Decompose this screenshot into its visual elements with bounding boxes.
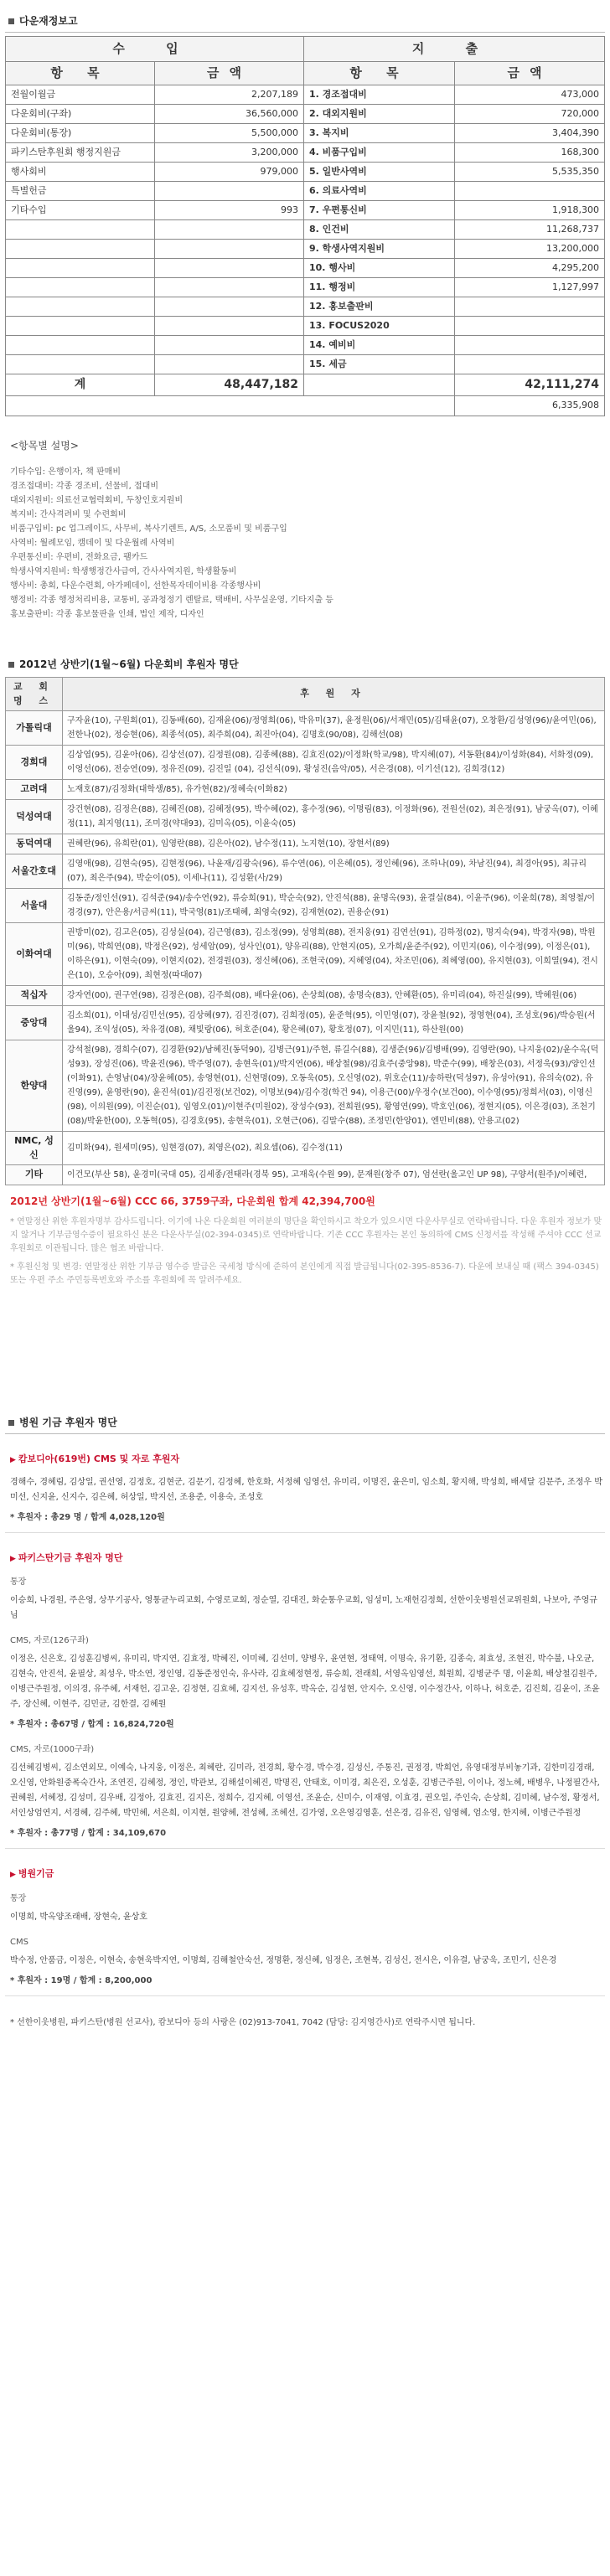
balance: 6,335,908 bbox=[455, 396, 605, 416]
donor-row bbox=[6, 854, 605, 889]
income-col-amount: 금액 bbox=[155, 62, 304, 85]
income-item: 전월이월금 bbox=[6, 85, 155, 105]
bullet-icon bbox=[8, 1420, 14, 1426]
explain-line: 경조접대비: 각종 경조비, 선물비, 접대비 bbox=[10, 482, 159, 491]
expense-item: 13. FOCUS2020 bbox=[304, 317, 455, 336]
finance-section-title: 다운재정보고 bbox=[5, 12, 605, 30]
income-amount bbox=[155, 297, 304, 317]
income-item bbox=[6, 336, 155, 355]
income-item bbox=[6, 297, 155, 317]
expense-item: 11. 행정비 bbox=[304, 278, 455, 297]
hospital-sum: * 후원자 : 19명 / 합계 : 8,200,000 bbox=[10, 1975, 152, 1985]
hospital-section-title: 병원 기금 후원자 명단 bbox=[5, 1413, 605, 1432]
finance-table bbox=[5, 36, 605, 416]
income-total: 48,447,182 bbox=[155, 374, 304, 396]
divider bbox=[5, 1433, 605, 1434]
pakistan-names-cms2: 김선혜김병씨, 김소연외모, 이예숙, 나지웅, 이정은, 최혜란, 김미라, 전경희, 황수경, 박수경, 김성신, 주통진, 권정경, 박희언, 유영대정부비놓기과, 김한미김경래, 오신영, 안화원중폭숙간사, 조연진, 김혜정, 정인, 박관보, 김해설이혜진, 박명진, 안태호, 이미경, 최은진, 오성훈, 김병근주원, 이이나, 정노혜, 배병우, 나정필간사, 권혜원, 서혜정, 김성미, 김우배, 김정아, 김효진, 김지은, 정희수, 김지혜, 이영선, 조윤순, 신미수, 이재영, 이효경, 권오일, 주인숙, 손상희, 김미혜, 남수정, 황정서, 서인상엄연지, 서경혜, 김주혜, 박민혜, 서은희, 이지현, 원양혜, 전성혜, 조혜선, 김가영, 오은영김영훈, 선은경, 김유진, 임영혜, 엄소영, 한지혜, 이병근주원정 bbox=[10, 1763, 600, 1818]
finance-row bbox=[6, 143, 605, 163]
hospital-fund-title: ▶ 병원기금 bbox=[10, 1868, 54, 1879]
income-item: 파키스탄후원회 행정지원금 bbox=[6, 143, 155, 163]
expense-item: 3. 복지비 bbox=[304, 124, 455, 143]
income-amount: 3,200,000 bbox=[155, 143, 304, 163]
divider bbox=[5, 1532, 605, 1533]
pakistan-names-cms1: 이정은, 신은호, 김성훈김병씨, 유미리, 박지연, 김효정, 박혜진, 이미혜, 김선미, 양병우, 윤연현, 정태역, 이명숙, 유기환, 김종숙, 최효성, 조현진, 박수불, 나오균, 김현숙, 안진석, 윤필상, 최성우, 박소연, 정인영, 김동준정인숙, 유사라, 김효혜정현정, 류승희, 전래희, 서영옥임영선, 희원희, 김병균주 명, 이윤희, 배상철김원주, 이병근주원정, 이의경, 유주혜, 서재헌, 김고운, 김정현, 김효혜, 김지선, 유성후, 박옥순, 김성현, 안지수, 오신영, 이수정간사, 이하나, 허호준, 김진희, 김윤이, 조윤주, 장신혜, 이현주, 김민균, 김한결, 김혜원 bbox=[10, 1655, 600, 1709]
expense-amount bbox=[455, 317, 605, 336]
bullet-icon bbox=[8, 662, 14, 668]
income-amount bbox=[155, 278, 304, 297]
cambodia-sum: * 후원자 : 총29 명 / 합계 4,028,120원 bbox=[10, 1512, 165, 1522]
income-amount bbox=[155, 355, 304, 374]
total-label: 계 bbox=[6, 374, 155, 396]
donor-names: 구자윤(10), 구원회(01), 김동배(60), 김재윤(06)/정영희(06), 박유미(37), 윤정원(06)/서재민(05)/김태윤(07), 오창환/김성영(96)/윤여민(06), 전한나(02), 정승현(06), 최종석(05), 최주희(04), 최진아(04), 김명호(90/08), 김해선(08) bbox=[63, 711, 605, 746]
donor-row bbox=[6, 711, 605, 746]
expense-item: 8. 인건비 bbox=[304, 220, 455, 240]
explain-line: 행정비: 각종 행정처리비용, 교통비, 공과청정기 렌탈료, 택배비, 사무실운영, 기타지출 등 bbox=[10, 596, 333, 605]
finance-row bbox=[6, 105, 605, 124]
church-name: 동덕여대 bbox=[6, 834, 63, 854]
explain-title: <항목별 설명> bbox=[10, 440, 79, 452]
explain-line: 비품구입비: pc 업그레이드, 사무비, 복사기렌트, A/S, 소모품비 및 비품구입 bbox=[10, 524, 287, 534]
hospital-names-cms: 박수정, 안품금, 이정은, 이현숙, 송현욱박지연, 이명희, 김해철안숙선, 정명환, 정신혜, 임정은, 조현복, 김성신, 전시은, 이유결, 남궁욱, 조민기, 신은경 bbox=[10, 1955, 557, 1965]
divider bbox=[5, 32, 605, 33]
expense-amount: 720,000 bbox=[455, 105, 605, 124]
explain-line: 학생사역지원비: 학생행정간사급여, 간사사역지원, 학생활동비 bbox=[10, 567, 237, 576]
expense-amount: 3,404,390 bbox=[455, 124, 605, 143]
donor-row bbox=[6, 1040, 605, 1132]
church-name: NMC, 성신 bbox=[6, 1132, 63, 1165]
expense-amount: 4,295,200 bbox=[455, 259, 605, 278]
donor-row bbox=[6, 1006, 605, 1040]
expense-amount bbox=[455, 182, 605, 201]
explain-line: 대외지원비: 의료선교협력회비, 두창인호지원비 bbox=[10, 496, 184, 505]
pakistan-label-bank: 통장 bbox=[10, 1577, 27, 1587]
expense-header: 지 출 bbox=[304, 37, 605, 62]
donor-names: 강자연(00), 권구연(98), 김정은(08), 김주희(08), 배다윤(06), 손상희(08), 송명숙(83), 안혜환(05), 유미리(04), 하진실(99), 박혜원(06) bbox=[63, 986, 605, 1006]
finance-row bbox=[6, 336, 605, 355]
income-amount: 993 bbox=[155, 201, 304, 220]
donor-row bbox=[6, 800, 605, 834]
cambodia-block bbox=[10, 1475, 605, 1525]
donor-table bbox=[5, 677, 605, 1185]
pakistan-title: ▶ 파키스탄기금 후원자 명단 bbox=[10, 1551, 123, 1563]
hospital-fund-block bbox=[10, 1892, 605, 1989]
pakistan-names-bank: 이승희, 나경원, 주은영, 상무기공사, 영통균누리교회, 수영로교회, 정순열, 김대진, 화순통우교회, 임성미, 노재헌김정희, 선한이웃병원선교위원회, 나보아, 주영규님 bbox=[10, 1596, 597, 1620]
divider bbox=[5, 1848, 605, 1849]
expense-item: 10. 행사비 bbox=[304, 259, 455, 278]
income-header: 수 입 bbox=[6, 37, 304, 62]
income-amount bbox=[155, 240, 304, 259]
church-name: 덕성여대 bbox=[6, 800, 63, 834]
explain-line: 복지비: 간사격려비 및 수련회비 bbox=[10, 510, 127, 519]
expense-item: 6. 의료사역비 bbox=[304, 182, 455, 201]
notice-1: * 연말정산 위한 후원자명부 감사드립니다. 이기에 나온 다운회원 여러분의 명단을 확인하시고 착오가 있으시면 다운사무실로 연락바랍니다. 다운 후원자 정보가 맞지 않거나 기부금영수증이 필요하신 분은 다운사무실(02-394-0345)로 연락바랍니다. 기존 CCC 후원자는 본인 동의하에 CMS 신청서를 작성해 주셔야 CCC 선교후원회로 이관됩니다. 많은 협조 바랍니다. bbox=[10, 1217, 602, 1253]
income-item bbox=[6, 220, 155, 240]
church-name: 이화여대 bbox=[6, 923, 63, 986]
income-item: 행사회비 bbox=[6, 163, 155, 182]
expense-amount bbox=[455, 336, 605, 355]
church-name: 경희대 bbox=[6, 746, 63, 780]
expense-item: 1. 경조접대비 bbox=[304, 85, 455, 105]
hospital-names-bank: 이명희, 박옥양조래배, 장현숙, 윤상호 bbox=[10, 1912, 147, 1922]
donor-names: 김영애(98), 김현숙(95), 김현정(96), 나윤재/김광숙(96), 류수연(06), 이은혜(05), 정인혜(96), 조하나(09), 차남진(94), 최경아(95), 최규리(07), 최은주(94), 박순이(05), 이세나(11), 김성환(사/29) bbox=[63, 854, 605, 889]
explain-line: 사역비: 월례모임, 캠데이 및 다운월례 사역비 bbox=[10, 539, 175, 548]
donor-col-names: 후 원 자 bbox=[63, 678, 605, 711]
finance-row bbox=[6, 259, 605, 278]
expense-total: 42,111,274 bbox=[455, 374, 605, 396]
expense-amount: 5,535,350 bbox=[455, 163, 605, 182]
expense-item: 2. 대외지원비 bbox=[304, 105, 455, 124]
pakistan-sum-cms2: * 후원자 : 총77명 / 합계 : 34,109,670 bbox=[10, 1829, 167, 1838]
donor-row bbox=[6, 834, 605, 854]
expense-item: 4. 비품구입비 bbox=[304, 143, 455, 163]
donor-names: 김상엽(95), 김윤아(06), 김상선(07), 김정원(08), 김종혜(88), 김효진(02)/이정화(학교/98), 박지혜(07), 서동환(84)/이성화(84), 서화정(09), 이영선(06), 전승연(09), 정유진(09), 김진일 (04), 김선식(09), 황성진(음악/05), 서은경(08), 이기선(12), 김희경(12) bbox=[63, 746, 605, 780]
expense-item: 14. 예비비 bbox=[304, 336, 455, 355]
income-amount: 36,560,000 bbox=[155, 105, 304, 124]
finance-row bbox=[6, 297, 605, 317]
donor-names: 권방미(02), 김고은(05), 김성실(04), 김근영(83), 김소정(99), 성영희(88), 전지웅(91) 김연선(91), 김하정(02), 명지숙(94), 박경자(98), 박원미(96), 박희연(08), 박정은(92), 성세암(09), 성사인(01), 양유리(88), 안현지(05), 오가희/윤준주(92), 이민지(06), 이수정(99), 이정은(01), 이하은(91), 이현숙(09), 이현지(02), 전경원(03), 정신혜(06), 조현국(09), 지혜영(04), 차조민(06), 최혜영(00), 유지현(03), 이희열(94), 전시은(10), 오승아(09), 최현정(따대07) bbox=[63, 923, 605, 986]
expense-item: 7. 우편통신비 bbox=[304, 201, 455, 220]
notice bbox=[5, 1216, 605, 1288]
finance-row bbox=[6, 163, 605, 182]
expense-item: 15. 세금 bbox=[304, 355, 455, 374]
page bbox=[0, 12, 610, 2029]
income-amount: 979,000 bbox=[155, 163, 304, 182]
finance-row bbox=[6, 124, 605, 143]
church-name: 한양대 bbox=[6, 1040, 63, 1132]
notice-2: * 후원신청 및 변경: 연말정산 위한 기부금 영수증 발급은 국세청 방식에 준하여 본인에게 직접 발급됩니다(02-395-8536-7). 다운에 보내실 때 (팩스 394-0345) 또는 우편 주소 주민등록번호와 주소를 후원회에 꼭 알려주세요. bbox=[10, 1262, 599, 1285]
income-amount bbox=[155, 259, 304, 278]
donor-section-title: 2012년 상반기(1월~6월) 다운회비 후원자 명단 bbox=[5, 655, 605, 674]
pakistan-sum-cms1: * 후원자 : 총67명 / 합계 : 16,824,720원 bbox=[10, 1720, 174, 1729]
church-name: 기타 bbox=[6, 1165, 63, 1185]
income-item bbox=[6, 259, 155, 278]
expense-item: 9. 학생사역지원비 bbox=[304, 240, 455, 259]
hospital-label-bank: 통장 bbox=[10, 1893, 27, 1903]
donor-names: 노재호(87)/김정화(대학생/85), 유가현(82)/정혜숙(이화82) bbox=[63, 780, 605, 800]
pakistan-label-cms1: CMS, 자로(126구좌) bbox=[10, 1636, 89, 1645]
income-item: 특별헌금 bbox=[6, 182, 155, 201]
expense-amount: 11,268,737 bbox=[455, 220, 605, 240]
income-item bbox=[6, 278, 155, 297]
finance-row bbox=[6, 317, 605, 336]
income-amount bbox=[155, 317, 304, 336]
donor-names: 이건모(부산 58), 윤경미(국대 05), 김세종/전태라(경북 95), 고재욱(수원 99), 문재원(창주 07), 엄선란(울고인 UP 98), 구양서(원주)/이혜련, bbox=[63, 1165, 605, 1185]
income-item: 다운회비(구좌) bbox=[6, 105, 155, 124]
hospital-label-cms: CMS bbox=[10, 1937, 28, 1947]
church-name: 서울대 bbox=[6, 889, 63, 923]
expense-amount: 473,000 bbox=[455, 85, 605, 105]
spacer bbox=[5, 1288, 605, 1413]
donor-row bbox=[6, 986, 605, 1006]
explain-line: 홍보출판비: 각종 홍보물판을 인쇄, 법인 제작, 디자인 bbox=[10, 610, 204, 619]
donor-col-church: 교 회 명 스 bbox=[6, 678, 63, 711]
finance-row bbox=[6, 182, 605, 201]
income-col-item: 항 목 bbox=[6, 62, 155, 85]
explain-line: 기타수입: 은행이자, 책 판매비 bbox=[10, 467, 121, 477]
expense-amount bbox=[455, 297, 605, 317]
expense-amount: 13,200,000 bbox=[455, 240, 605, 259]
bullet-icon bbox=[8, 18, 14, 24]
triangle-icon: ▶ bbox=[10, 1554, 16, 1563]
donor-row bbox=[6, 780, 605, 800]
income-amount bbox=[155, 220, 304, 240]
donor-total: 2012년 상반기(1월~6월) CCC 66, 3759구좌, 다운회원 합계 42,394,700원 bbox=[10, 1195, 375, 1207]
income-amount bbox=[155, 182, 304, 201]
donor-row bbox=[6, 923, 605, 986]
finance-row bbox=[6, 220, 605, 240]
expense-col-amount: 금액 bbox=[455, 62, 605, 85]
income-item bbox=[6, 355, 155, 374]
expense-total-spacer bbox=[304, 374, 455, 396]
divider bbox=[5, 1995, 605, 1996]
explain-line: 우편통신비: 우편비, 전화요금, 팸카드 bbox=[10, 553, 148, 562]
finance-row bbox=[6, 240, 605, 259]
finance-row bbox=[6, 278, 605, 297]
donor-row bbox=[6, 1165, 605, 1185]
expense-amount: 1,127,997 bbox=[455, 278, 605, 297]
donor-names: 김동준/정인선(91), 김석준(94)/송수연(92), 류승희(91), 박순숙(92), 안진석(88), 윤명옥(93), 윤결실(84), 이윤주(96), 이윤희(78), 최영철/이경경(97), 안은용/서금씨(11), 박국영(81)/조태혜, 최영숙(92), 김재현(02), 권용순(91) bbox=[63, 889, 605, 923]
triangle-icon: ▶ bbox=[10, 1456, 16, 1464]
church-name: 가톨릭대 bbox=[6, 711, 63, 746]
donor-names: 김소희(01), 이대성/김민선(95), 김상혜(97), 김진경(07), 김희정(05), 윤준혁(95), 이민영(07), 장윤철(92), 정영현(04), 조성호(96)/박승원(서울94), 조익성(05), 차유경(08), 채빛랑(06), 허호준(04), 황은혜(07), 황호정(07), 이지민(11), 하산원(00) bbox=[63, 1006, 605, 1040]
church-name: 고려대 bbox=[6, 780, 63, 800]
cambodia-title: ▶ 캄보디아(619번) CMS 및 자로 후원자 bbox=[10, 1453, 180, 1464]
income-item: 다운회비(통장) bbox=[6, 124, 155, 143]
footer-note: * 선한이웃병원, 파키스탄(병원 선교사), 캄보디아 등의 사랑은 (02)913-7041, 7042 (담당: 김지영간사)로 연락주시면 됩니다. bbox=[10, 2017, 476, 2027]
explain-line: 행사비: 총회, 다운수련회, 아가페데이, 선한목자데이비용 각종행사비 bbox=[10, 581, 261, 591]
balance-spacer bbox=[6, 396, 455, 416]
income-amount: 5,500,000 bbox=[155, 124, 304, 143]
income-item bbox=[6, 240, 155, 259]
triangle-icon: ▶ bbox=[10, 1871, 16, 1879]
income-item bbox=[6, 317, 155, 336]
expense-col-item: 항 목 bbox=[304, 62, 455, 85]
donor-names: 강건현(08), 김정은(88), 김혜진(08), 김혜정(95), 박수혜(02), 홍수정(96), 이명림(83), 이정화(96), 전원선(02), 최은정(91), 남궁옥(07), 이혜정(11), 최지영(11), 조미경(약대93), 김미옥(05), 이윤숙(05) bbox=[63, 800, 605, 834]
donor-names: 권혜란(96), 유희란(01), 임영란(88), 김은아(02), 남수정(11), 노지현(10), 장현서(89) bbox=[63, 834, 605, 854]
expense-amount: 168,300 bbox=[455, 143, 605, 163]
church-name: 적십자 bbox=[6, 986, 63, 1006]
income-amount bbox=[155, 336, 304, 355]
donor-row bbox=[6, 746, 605, 780]
expense-amount: 1,918,300 bbox=[455, 201, 605, 220]
pakistan-label-cms2: CMS, 자로(1000구좌) bbox=[10, 1745, 95, 1754]
finance-row bbox=[6, 201, 605, 220]
cambodia-names: 경해수, 경혜림, 김상일, 권선영, 김정호, 김현군, 김문기, 김정혜, 한호화, 서정혜 임영선, 유미리, 이명진, 윤은미, 임소희, 황지해, 박성희, 배세달 김문주, 조정우 박미선, 신지윤, 신지수, 김은혜, 허상일, 박지선, 조용준, 이용숙, 조성호 bbox=[10, 1477, 602, 1502]
explain-list bbox=[5, 465, 605, 622]
pakistan-block bbox=[10, 1575, 605, 1841]
finance-row bbox=[6, 85, 605, 105]
donor-names: 강석철(98), 경희수(07), 김경환(92)/남혜진(동덕90), 김병근(91)/주현, 류길수(88), 김생준(96)/김병배(99), 김영란(90), 나지웅(02)/윤수옥(덕성93), 장성진(06), 박윤진(96), 박주영(07), 송현욱(01)/박지연(06), 배상철(98)/김효주(중앙98), 박준수(99), 배창은(03), 서정욱(93)/양인선(이화91), 손영남(04)/장윤혜(05), 송영현(01), 신현명(09), 오동욱(05), 오신영(02), 위호순(11)/송하란(덕성97), 유성아(91), 유의숙(02), 유진영(99), 윤영란(90), 윤진석(01)/김진정(보건02), 이명보(94)/김수경(학건 94), 이용근(00)/우정수(보건00), 이수영(95)/정희서(03), 이영신(98), 이의원(99), 이진순(01), 임영오(01)/이현주(미원02), 장성수(93), 전희원(95), 황영연(99), 박호인(06), 정현지(05), 이은경(03), 조천기(08)/박윤한(00), 오동혁(05), 김경호(95), 송현욱(01), 오현근(06), 김말수(88), 조정민(한양01), 엔민비(88), 안용고(02) bbox=[63, 1040, 605, 1132]
church-name: 중앙대 bbox=[6, 1006, 63, 1040]
church-name: 서울간호대 bbox=[6, 854, 63, 889]
expense-item: 5. 일반사역비 bbox=[304, 163, 455, 182]
expense-amount bbox=[455, 355, 605, 374]
donor-names: 김미화(94), 원세미(95), 임현경(07), 최영은(02), 최요셉(06), 김수정(11) bbox=[63, 1132, 605, 1165]
expense-item: 12. 홍보출판비 bbox=[304, 297, 455, 317]
income-item: 기타수입 bbox=[6, 201, 155, 220]
income-amount: 2,207,189 bbox=[155, 85, 304, 105]
donor-row bbox=[6, 1132, 605, 1165]
finance-row bbox=[6, 355, 605, 374]
donor-row bbox=[6, 889, 605, 923]
